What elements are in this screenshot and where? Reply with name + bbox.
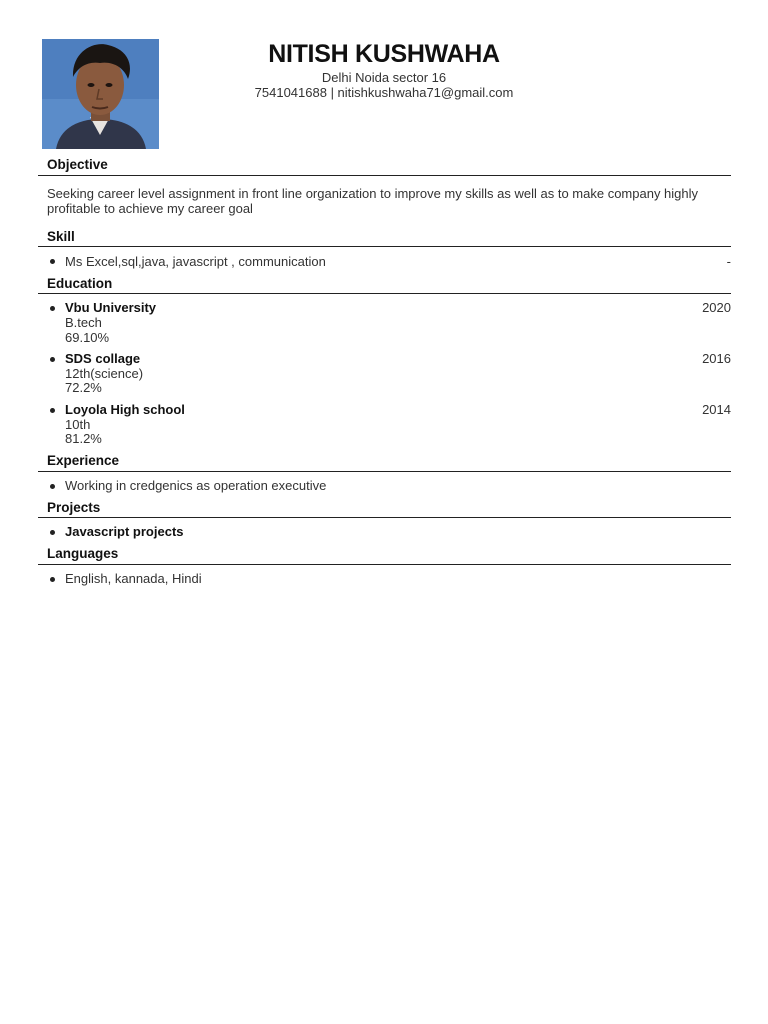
education-year: 2020	[702, 300, 731, 315]
skill-item: Ms Excel,sql,java, javascript , communication	[65, 254, 326, 269]
projects-heading: Projects	[47, 500, 101, 515]
candidate-name: NITISH KUSHWAHA	[268, 40, 500, 68]
language-item: English, kannada, Hindi	[65, 571, 202, 586]
bullet-icon	[50, 530, 55, 535]
education-score: 81.2%	[65, 431, 102, 446]
candidate-contact: 7541041688 | nitishkushwaha71@gmail.com	[254, 85, 514, 100]
section-divider	[38, 246, 731, 247]
education-institution: Vbu University	[65, 300, 157, 315]
education-heading: Education	[47, 276, 113, 291]
education-score: 69.10%	[65, 330, 110, 345]
education-year: 2014	[702, 402, 731, 417]
section-divider	[38, 564, 731, 565]
objective-text: Seeking career level assignment in front line organization to improve my skills as well as to make company highly profitable to achieve my career goal	[47, 186, 699, 216]
bullet-icon	[50, 577, 55, 582]
section-divider	[38, 471, 731, 472]
education-degree: B.tech	[65, 315, 102, 330]
bullet-icon	[50, 357, 55, 362]
education-year: 2016	[702, 351, 731, 366]
experience-item: Working in credgenics as operation executive	[65, 478, 327, 493]
education-degree: 10th	[65, 417, 91, 432]
experience-heading: Experience	[47, 453, 120, 468]
education-institution: SDS collage	[65, 351, 141, 366]
languages-heading: Languages	[47, 546, 119, 561]
project-item: Javascript projects	[65, 524, 184, 539]
bullet-icon	[50, 408, 55, 413]
section-divider	[38, 293, 731, 294]
skill-item-right: -	[726, 254, 731, 269]
section-divider	[38, 175, 731, 176]
section-divider	[38, 517, 731, 518]
education-institution: Loyola High school	[65, 402, 185, 417]
bullet-icon	[50, 306, 55, 311]
objective-heading: Objective	[47, 157, 108, 172]
bullet-icon	[50, 259, 55, 264]
bullet-icon	[50, 484, 55, 489]
resume-header	[0, 38, 768, 100]
skill-heading: Skill	[47, 229, 75, 244]
education-degree: 12th(science)	[65, 366, 144, 381]
candidate-address: Delhi Noida sector 16	[321, 70, 447, 85]
education-score: 72.2%	[65, 380, 102, 395]
